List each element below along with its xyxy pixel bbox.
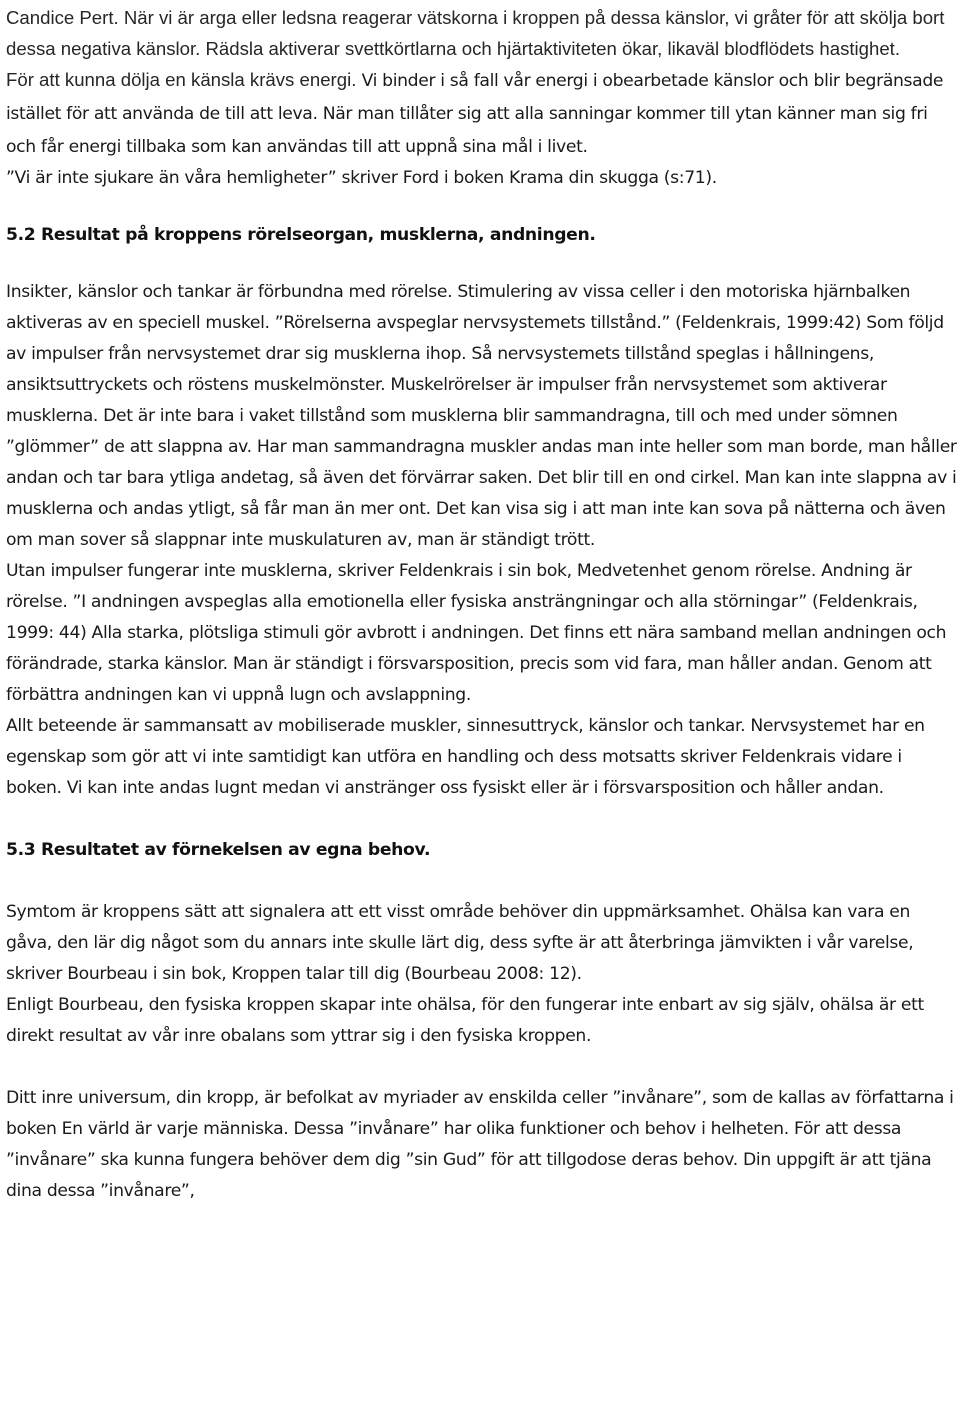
document-page (6, 0, 958, 1207)
section-heading-5-3: 5.3 Resultatet av förnekelsen av egna behov. (6, 840, 431, 860)
spacer (6, 194, 958, 220)
spacer (6, 866, 958, 897)
intro-paragraph (6, 0, 958, 163)
intro-sentence-2: För att kunna dölja en känsla krävs energi. (6, 69, 357, 90)
energy-paragraph-rest: Vi binder i så fall vår energi i obearbetade känslor och blir begränsade istället för att använda de till att leva. När man tillåter sig att alla sanningar kommer till ytan känner man sig fri och får energi tillbaka som kan användas till att uppnå sina mål i livet. (6, 71, 944, 157)
section-5-2-paragraph-1: Insikter, känslor och tankar är förbundna med rörelse. Stimulering av vissa celler i den motoriska hjärnbalken aktiveras av en speciell muskel. ”Rörelserna avspeglar nervsystemets tillstånd.” (Feldenkrais, 1999:42) Som följd av impulser från nervsystemet drar sig musklerna ihop. Så nervsystemets tillstånd speglas i hållningens, ansiktsuttryckets och röstens muskelmönster. Muskelrörelser är impulser från nervsystemet som aktiverar musklerna. Det är inte bara i vaket tillstånd som musklerna blir sammandragna, till och med under sömnen ”glömmer” de att slappna av. Har man sammandragna muskler andas man inte heller som man borde, man håller andan och tar bara ytliga andetag, så även det förvärrar saken. Det blir till en ond cirkel. Man kan inte slappna av i musklerna och andas ytligt, så får man än mer ont. Det kan visa sig i att man inte kan sova på nätterna och även om man sover så slappnar inte muskulaturen av, man är ständigt trött. (6, 282, 957, 550)
section-5-2-paragraph-2: Utan impulser fungerar inte musklerna, skriver Feldenkrais i sin bok, Medvetenhet genom rörelse. Andning är rörelse. ”I andningen avspeglas alla emotionella eller fysiska ansträngningar och alla störningar” (Feldenkrais, 1999: 44) Alla starka, plötsliga stimuli gör avbrott i andningen. Det finns ett nära samband mellan andningen och förändrade, starka känslor. Man är ständigt i försvarsposition, precis som vid fara, man håller andan. Genom att förbättra andningen kan vi uppnå lugn och avslappning. (6, 561, 947, 705)
intro-sentence-1: Candice Pert. När vi är arga eller ledsna reagerar vätskorna i kroppen på dessa känslor, vi gråter för att skölja bort dessa negativa känslor. Rädsla aktiverar svettkörtlarna och hjärtaktiviteten ökar, likaväl blodflödets hastighet. (6, 7, 945, 59)
spacer (6, 804, 958, 835)
section-5-3-paragraph-2: Enligt Bourbeau, den fysiska kroppen skapar inte ohälsa, för den fungerar inte enbart av sig själv, ohälsa är ett direkt resultat av vår inre obalans som yttrar sig i den fysiska kroppen. (6, 995, 924, 1046)
section-5-3-paragraph-3: Ditt inre universum, din kropp, är befolkat av myriader av enskilda celler ”invånare”, som de kallas av författarna i boken En värld är varje människa. Dessa ”invånare” har olika funktioner och behov i helheten. För att dessa ”invånare” ska kunna fungera behöver dem dig ”sin Gud” för att tillgodose deras behov. Din uppgift är att tjäna dina dessa ”invånare”, (6, 1088, 954, 1201)
section-5-2-paragraph-3: Allt beteende är sammansatt av mobiliserade muskler, sinnesuttryck, känslor och tankar. Nervsystemet har en egenskap som gör att vi inte samtidigt kan utföra en handling och dess motsatts skriver Feldenkrais vidare i boken. Vi kan inte andas lugnt medan vi anstränger oss fysiskt eller är i försvarsposition och håller andan. (6, 716, 925, 798)
ford-quote: ”Vi är inte sjukare än våra hemligheter” skriver Ford i boken Krama din skugga (s:71). (6, 168, 717, 188)
spacer (6, 1052, 958, 1083)
spacer (6, 251, 958, 277)
section-heading-5-2: 5.2 Resultat på kroppens rörelseorgan, musklerna, andningen. (6, 225, 596, 245)
section-5-3-paragraph-1: Symtom är kroppens sätt att signalera att ett visst område behöver din uppmärksamhet. Ohälsa kan vara en gåva, den lär dig något som du annars inte skulle lärt dig, dess syfte är att återbringa jämvikten i vår varelse, skriver Bourbeau i sin bok, Kroppen talar till dig (Bourbeau 2008: 12). (6, 902, 914, 984)
